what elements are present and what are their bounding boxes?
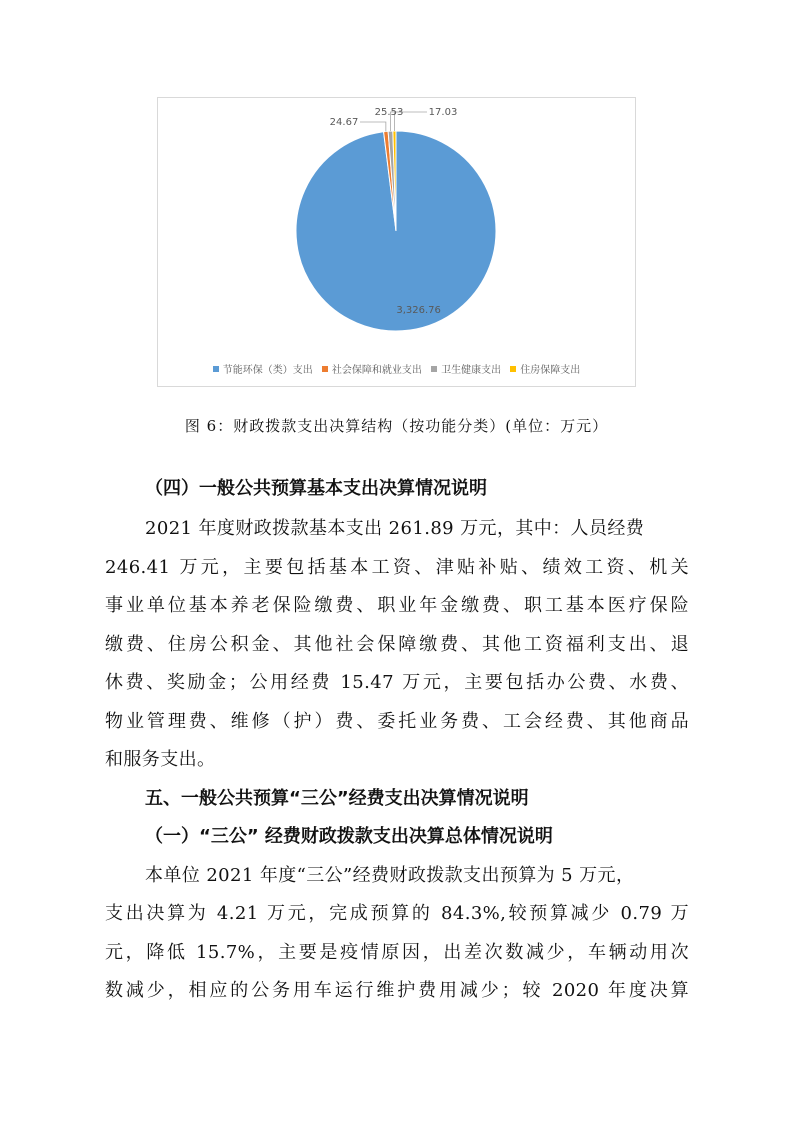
paragraph-line: 2021 年度财政拨款基本支出 261.89 万元，其中：人员经费 bbox=[145, 518, 645, 539]
section-heading: （四）一般公共预算基本支出决算情况说明 bbox=[145, 478, 487, 499]
legend-swatch bbox=[510, 366, 516, 372]
legend-label: 住房保障支出 bbox=[520, 365, 581, 376]
figure-caption: 图 6：财政拨款支出决算结构（按功能分类）(单位：万元） bbox=[184, 417, 609, 435]
data-label: 3,326.76 bbox=[396, 304, 441, 316]
pie-chart-svg bbox=[158, 98, 635, 358]
paragraph-line: 数减少，相应的公务用车运行维护费用减少；较 2020 年度决算 bbox=[105, 980, 689, 1001]
data-label: 17.03 bbox=[428, 107, 458, 118]
chart-legend bbox=[158, 361, 635, 376]
paragraph-line: 物业管理费、维修（护）费、委托业务费、工会经费、其他商品 bbox=[105, 711, 689, 732]
section-heading: 五、一般公共预算“三公”经费支出决算情况说明 bbox=[145, 788, 529, 809]
paragraph-line: 和服务支出。 bbox=[105, 749, 216, 770]
paragraph-line: 246.41 万元，主要包括基本工资、津贴补贴、绩效工资、机关 bbox=[105, 557, 689, 578]
leader-line bbox=[360, 122, 386, 132]
paragraph-line: 缴费、住房公积金、其他社会保障缴费、其他工资福利支出、退 bbox=[105, 634, 689, 655]
paragraph-line: 事业单位基本养老保险缴费、职业年金缴费、职工基本医疗保险 bbox=[105, 595, 689, 616]
paragraph-line: 元，降低 15.7%，主要是疫情原因，出差次数减少，车辆动用次 bbox=[105, 942, 689, 963]
legend-item bbox=[213, 361, 313, 376]
paragraph-line: 支出决算为 4.21 万元，完成预算的 84.3%,较预算减少 0.79 万 bbox=[105, 903, 689, 924]
legend-label: 节能环保（类）支出 bbox=[222, 365, 313, 376]
legend-label: 卫生健康支出 bbox=[441, 365, 502, 376]
legend-swatch bbox=[322, 366, 328, 372]
legend-swatch bbox=[213, 366, 219, 372]
subsection-heading: （一）“三公” 经费财政拨款支出决算总体情况说明 bbox=[145, 826, 553, 847]
data-label: 24.67 bbox=[329, 117, 359, 128]
legend-swatch bbox=[431, 366, 437, 372]
paragraph-line: 本单位 2021 年度“三公”经费财政拨款支出预算为 5 万元， bbox=[145, 865, 635, 886]
legend-item bbox=[510, 361, 580, 376]
legend-label: 社会保障和就业支出 bbox=[331, 365, 422, 376]
paragraph-line: 休费、奖励金；公用经费 15.47 万元，主要包括办公费、水费、 bbox=[105, 672, 689, 693]
legend-item bbox=[322, 361, 422, 376]
legend-item bbox=[431, 361, 501, 376]
data-label: 25.53 bbox=[374, 107, 404, 118]
pie-chart bbox=[157, 97, 636, 387]
